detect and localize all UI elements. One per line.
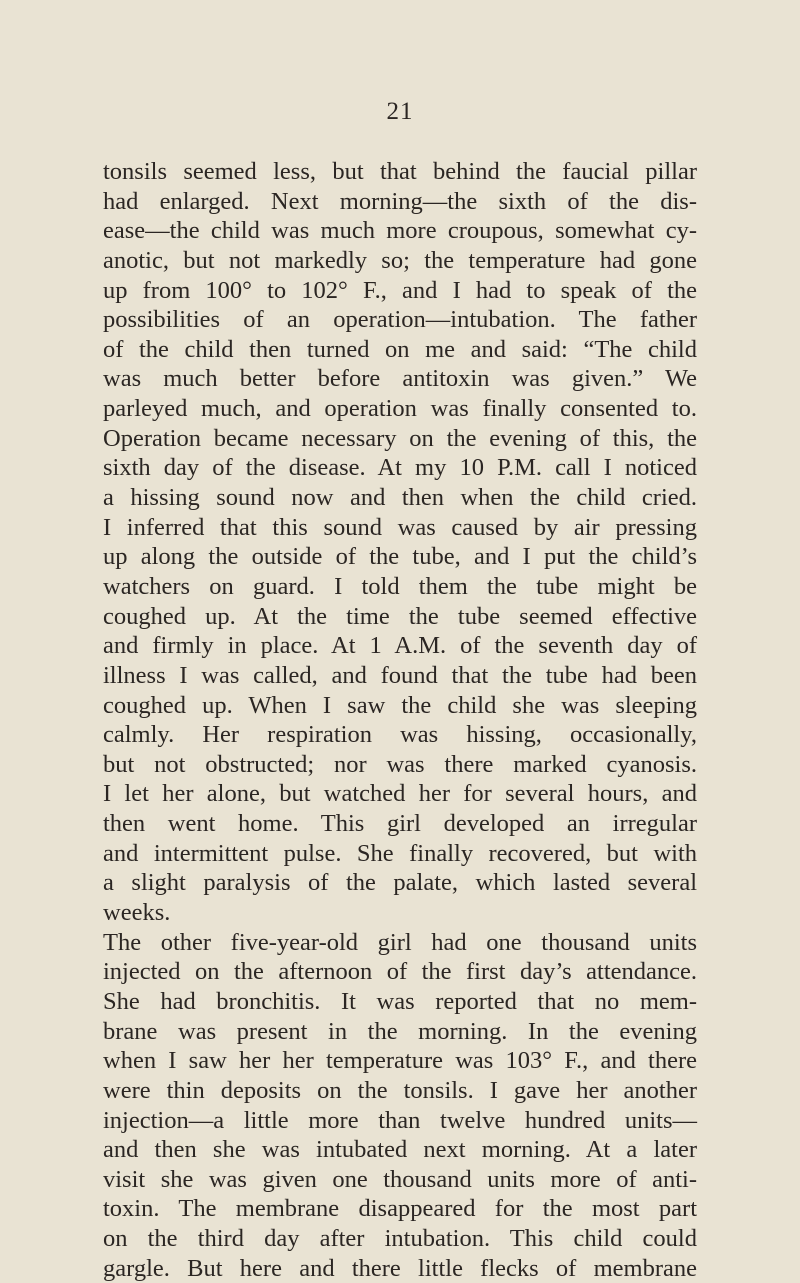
text-line: were thin deposits on the tonsils. I gave her another — [103, 1076, 697, 1104]
text-line: and intermittent pulse. She finally recovered, but with — [103, 839, 697, 867]
text-line: injected on the afternoon of the first day’s attendance. — [103, 958, 697, 986]
text-line: sixth day of the disease. At my 10 P.M. call I noticed — [103, 454, 697, 482]
text-line: injection—a little more than twelve hundred units— — [103, 1106, 697, 1134]
paragraph-end-line: weeks. — [103, 899, 171, 927]
text-line: a hissing sound now and then when the child cried. — [103, 484, 697, 512]
text-line: coughed up. When I saw the child she was sleeping — [103, 691, 697, 719]
text-line: calmly. Her respiration was hissing, occasionally, — [103, 721, 697, 749]
text-line: brane was present in the morning. In the evening — [103, 1017, 697, 1045]
text-line: coughed up. At the time the tube seemed effective — [103, 602, 697, 630]
text-line: but not obstructed; nor was there marked cyanosis. — [103, 750, 697, 778]
text-line: illness I was called, and found that the tube had been — [103, 661, 697, 689]
body-text — [103, 157, 697, 1283]
text-line: and firmly in place. At 1 A.M. of the seventh day of — [103, 632, 697, 660]
text-line: visit she was given one thousand units more of anti- — [103, 1165, 697, 1193]
text-line: anotic, but not markedly so; the temperature had gone — [103, 246, 697, 274]
text-line: Operation became necessary on the evening of this, the — [103, 424, 697, 452]
text-line: I inferred that this sound was caused by air pressing — [103, 513, 697, 541]
text-line: gargle. But here and there little flecks of membrane — [103, 1254, 697, 1282]
text-line: She had bronchitis. It was reported that no mem- — [103, 987, 697, 1015]
text-line: up from 100° to 102° F., and I had to speak of the — [103, 276, 697, 304]
text-line: toxin. The membrane disappeared for the most part — [103, 1195, 697, 1223]
text-line: a slight paralysis of the palate, which lasted several — [103, 869, 697, 897]
text-line: The other five-year-old girl had one thousand units — [103, 928, 697, 956]
text-line: on the third day after intubation. This child could — [103, 1225, 697, 1253]
text-line: when I saw her her temperature was 103° F., and there — [103, 1047, 697, 1075]
page-number: 21 — [386, 98, 414, 125]
text-line: watchers on guard. I told them the tube might be — [103, 572, 697, 600]
text-line: then went home. This girl developed an irregular — [103, 810, 697, 838]
text-line: possibilities of an operation—intubation. The father — [103, 306, 697, 334]
text-line: tonsils seemed less, but that behind the faucial pillar — [103, 158, 697, 185]
text-line: and then she was intubated next morning. At a later — [103, 1136, 697, 1164]
text-line: of the child then turned on me and said: “The child — [103, 335, 697, 363]
text-line: was much better before antitoxin was given.” We — [103, 365, 697, 393]
text-line: up along the outside of the tube, and I put the child’s — [103, 543, 697, 571]
text-line: parleyed much, and operation was finally consented to. — [103, 395, 697, 423]
text-line: ease—the child was much more croupous, somewhat cy- — [103, 217, 697, 245]
text-line: had enlarged. Next morning—the sixth of the dis- — [103, 187, 697, 215]
text-line: I let her alone, but watched her for several hours, and — [103, 780, 697, 808]
